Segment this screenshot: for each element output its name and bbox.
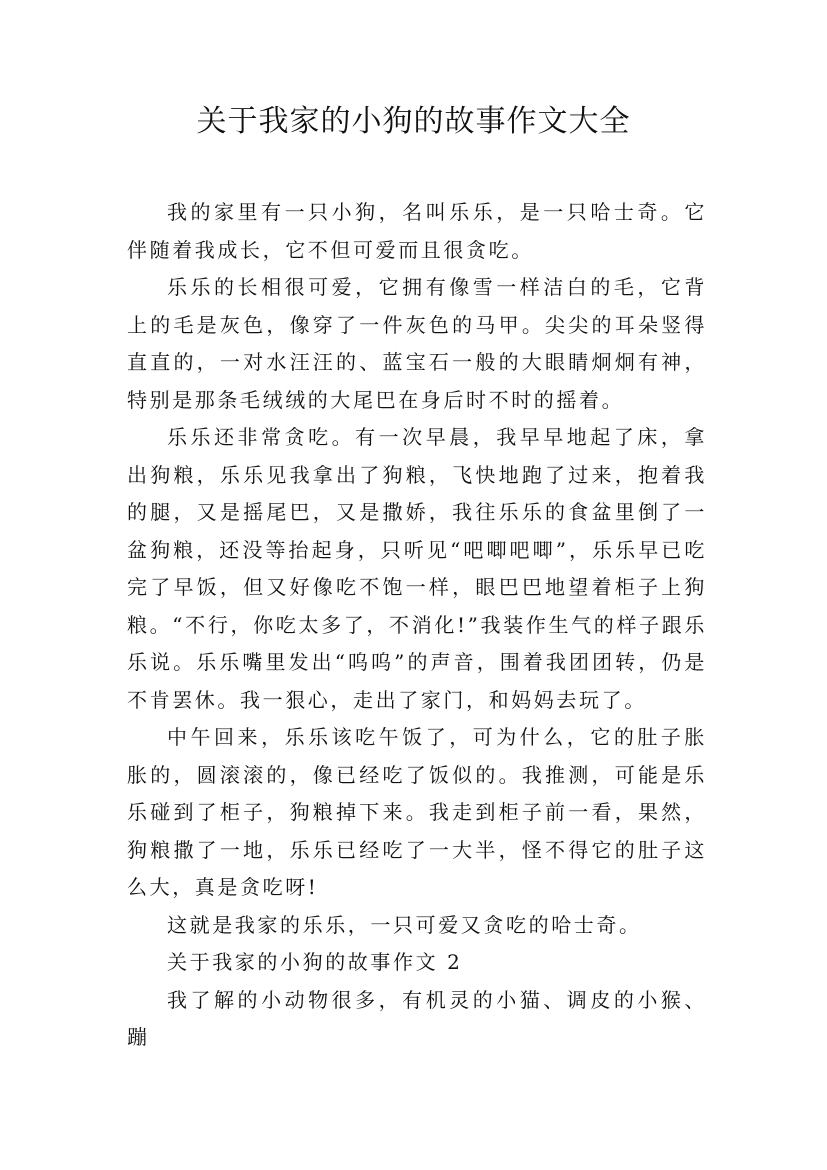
- paragraph-2: 乐乐的长相很可爱，它拥有像雪一样洁白的毛，它背上的毛是灰色，像穿了一件灰色的马甲。尖尖的耳朵竖得直直的，一对水汪汪的、蓝宝石一般的大眼睛炯炯有神，特别是那条毛绒绒的大尾巴在身后时不时的摇着。: [127, 275, 707, 412]
- section-heading-2: 关于我家的小狗的故事作文 2: [167, 950, 463, 974]
- paragraph-4: 中午回来，乐乐该吃午饭了，可为什么，它的肚子胀胀的，圆滚滚的，像已经吃了饭似的。我推测，可能是乐乐碰到了柜子，狗粮掉下来。我走到柜子前一看，果然，狗粮撒了一地，乐乐已经吃了一大半，怪不得它的肚子这么大，真是贪吃呀!: [127, 725, 707, 899]
- paragraph-1: 我的家里有一只小狗，名叫乐乐，是一只哈士奇。它伴随着我成长，它不但可爱而且很贪吃。: [127, 200, 707, 262]
- paragraph-5: 这就是我家的乐乐，一只可爱又贪吃的哈士奇。: [167, 912, 642, 937]
- paragraph-3: 乐乐还非常贪吃。有一次早晨，我早早地起了床，拿出狗粮，乐乐见我拿出了狗粮，飞快地跑了过来，抱着我的腿，又是摇尾巴，又是撒娇，我往乐乐的食盆里倒了一盆狗粮，还没等抬起身，只听见“吧唧吧唧”，乐乐早已吃完了早饭，但又好像吃不饱一样，眼巴巴地望着柜子上狗粮。“不行，你吃太多了，不消化!”我装作生气的样子跟乐乐说。乐乐嘴里发出“呜呜”的声音，围着我团团转，仍是不肯罢休。我一狠心，走出了家门，和妈妈去玩了。: [127, 425, 707, 712]
- paragraph-6: 我了解的小动物很多，有机灵的小猫、调皮的小猴、蹦: [127, 987, 707, 1049]
- document-title: 关于我家的小狗的故事作文大全: [196, 104, 631, 139]
- document-body: [127, 194, 707, 1057]
